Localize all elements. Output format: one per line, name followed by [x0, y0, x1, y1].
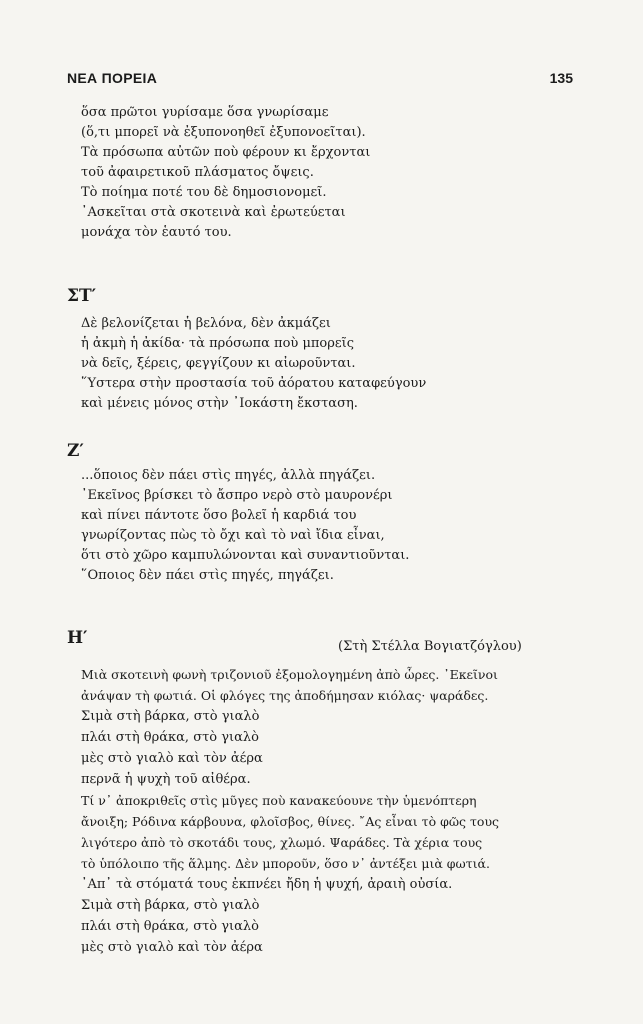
- verse-line: (ὅ,τι μπορεῖ νὰ ἐξυπονοηθεῖ ἐξυπονοεῖται).: [81, 125, 366, 140]
- verse-line: μὲς στὸ γιαλὸ καὶ τὸν ἀέρα: [81, 940, 263, 955]
- section-heading-h: Η′: [67, 628, 88, 648]
- prose-line: λιγότερο ἀπὸ τὸ σκοτάδι τους, χλωμό. Ψαράδες. Τὰ χέρια τους: [81, 835, 483, 850]
- verse-line: πλάι στὴ θράκα, στὸ γιαλὸ: [81, 730, 259, 745]
- verse-line: ῞Οποιος δὲν πάει στὶς πηγές, πηγάζει.: [81, 568, 334, 583]
- prose-line: Μιὰ σκοτεινὴ φωνὴ τριζονιοῦ ἐξομολογημένη ἀπὸ ὧρες. ᾿Εκεῖνοι: [81, 667, 498, 682]
- verse-line: περνᾶ ἡ ψυχὴ τοῦ αἰθέρα.: [81, 772, 251, 787]
- page-number: 135: [549, 70, 573, 86]
- verse-line: Τὰ πρόσωπα αὐτῶν ποὺ φέρουν κι ἔρχονται: [81, 145, 371, 160]
- running-title: ΝΕΑ ΠΟΡΕΙΑ: [67, 70, 158, 86]
- verse-line: τοῦ ἀφαιρετικοῦ πλάσματος ὄψεις.: [81, 165, 314, 180]
- verse-line: Σιμὰ στὴ βάρκα, στὸ γιαλὸ: [81, 709, 260, 724]
- verse-line: Τὸ ποίημα ποτέ του δὲ δημοσιονομεῖ.: [81, 185, 327, 200]
- verse-line: πλάι στὴ θράκα, στὸ γιαλὸ: [81, 919, 259, 934]
- verse-line: ᾿Ασκεῖται στὰ σκοτεινὰ καὶ ἐρωτεύεται: [81, 205, 346, 220]
- verse-line: ᾿Εκεῖνος βρίσκει τὸ ἄσπρο νερὸ στὸ μαυρονέρι: [81, 488, 393, 503]
- verse-line: νὰ δεῖς, ξέρεις, φεγγίζουν κι αἰωροῦνται.: [81, 356, 356, 371]
- prose-line: τὸ ὑπόλοιπο τῆς ἅλμης. Δὲν μποροῦν, ὅσο ν᾿ ἀντέξει μιὰ φωτιά.: [81, 856, 490, 871]
- prose-line: ᾿Απ᾿ τὰ στόματά τους ἐκπνέει ἤδη ἡ ψυχή, ἀραιὴ οὐσία.: [81, 877, 453, 892]
- verse-line: γνωρίζοντας πὼς τὸ ὄχι καὶ τὸ ναὶ ἴδια εἶναι,: [81, 528, 385, 543]
- verse-line: μὲς στὸ γιαλὸ καὶ τὸν ἀέρα: [81, 751, 263, 766]
- verse-line: καὶ μένεις μόνος στὴν ᾿Ιοκάστη ἔκσταση.: [81, 396, 358, 411]
- prose-line: ἄνοιξη; Ρόδινα κάρβουνα, φλοῖσβος, θίνες. ῎Ας εἶναι τὸ φῶς τους: [81, 814, 500, 829]
- prose-line: Τί ν᾿ ἀποκριθεῖς στὶς μῦγες ποὺ κανακεύουνε τὴν ὑμενόπτερη: [81, 793, 477, 808]
- verse-line: ...ὅποιος δὲν πάει στὶς πηγές, ἀλλὰ πηγάζει.: [81, 468, 376, 483]
- verse-line: ἡ ἀκμὴ ἡ ἀκίδα· τὰ πρόσωπα ποὺ μπορεῖς: [81, 336, 355, 351]
- section-heading-st: ΣΤ′: [67, 286, 97, 306]
- verse-line: ῞Υστερα στὴν προστασία τοῦ ἀόρατου καταφεύγουν: [81, 376, 427, 391]
- verse-line: ὅτι στὸ χῶρο καμπυλώνονται καὶ συναντιοῦνται.: [81, 548, 410, 563]
- prose-line: ἀνάψαν τὴ φωτιά. Οἱ φλόγες της ἀποδήμησαν κιόλας· ψαράδες.: [81, 688, 489, 703]
- verse-line: ὅσα πρῶτοι γυρίσαμε ὅσα γνωρίσαμε: [81, 105, 329, 120]
- verse-line: μονάχα τὸν ἑαυτό του.: [81, 225, 232, 240]
- dedication: (Στὴ Στέλλα Βογιατζόγλου): [338, 639, 522, 654]
- verse-line: καὶ πίνει πάντοτε ὅσο βολεῖ ἡ καρδιά του: [81, 508, 357, 523]
- verse-line: Σιμὰ στὴ βάρκα, στὸ γιαλὸ: [81, 898, 260, 913]
- verse-line: Δὲ βελονίζεται ἡ βελόνα, δὲν ἀκμάζει: [81, 316, 331, 331]
- section-heading-z: Ζ′: [67, 441, 84, 461]
